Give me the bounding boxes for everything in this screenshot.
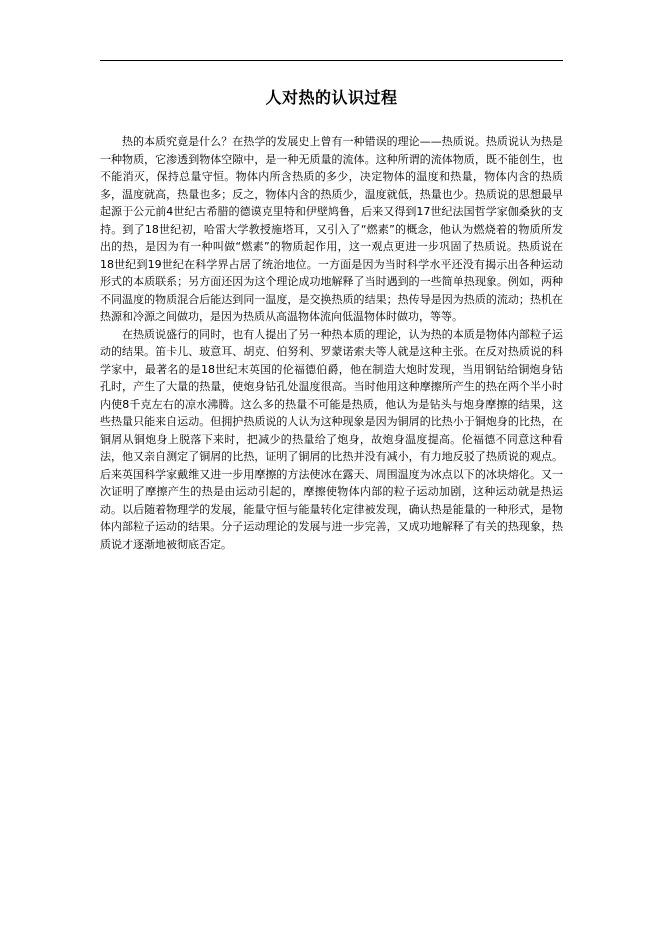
header-rule — [100, 60, 563, 61]
paragraph-2: 在热质说盛行的同时，也有人提出了另一种热本质的理论，认为热的本质是物体内部粒子运动的结果。笛卡儿、玻意耳、胡克、伯努利、罗蒙诺索夫等人就是这种主张。在反对热质说的科学家中，最著名的是18世纪末英国的伦福德伯爵，他在制造大炮时发现，当用钢钻给铜炮身钻孔时，产生了大量的热量，使炮身钻孔处温度很高。当时他用这种摩擦所产生的热在两个半小时内使8千克左右的凉水沸腾。这么多的热量不可能是热质，他认为是钻头与炮身摩擦的结果，这些热量只能来自运动。但拥护热质说的人认为这种现象是因为铜屑的比热小于铜炮身的比热，在铜屑从铜炮身上脱落下来时，把减少的热量给了炮身，故炮身温度提高。伦福德不同意这种看法，他又亲自测定了铜屑的比热，证明了铜屑的比热并没有减小，有力地反驳了热质说的观点。后来英国科学家戴维又进一步用摩擦的方法使冰在露天、周围温度为冰点以下的冰块熔化。又一次证明了摩擦产生的热是由运动引起的，摩擦使物体内部的粒子运动加剧，这种运动就是热运动。以后随着物理学的发展，能量守恒与能量转化定律被发现，确认热是能量的一种形式，是物体内部粒子运动的结果。分子运动理论的发展与进一步完善，又成功地解释了有关的热现象，热质说才逐渐地被彻底否定。 — [100, 327, 563, 551]
document-body — [100, 133, 563, 553]
document-title: 人对热的认识过程 — [265, 88, 398, 107]
paragraph-1: 热的本质究竟是什么？在热学的发展史上曾有一种错误的理论——热质说。热质说认为热是一种物质，它渗透到物体空隙中，是一种无质量的流体。这种所谓的流体物质，既不能创生，也不能消灭，保持总量守恒。物体内所含热质的多少，决定物体的温度和热量，物体内含的热质多，温度就高，热量也多；反之，物体内含的热质少，温度就低，热量也少。热质说的思想最早起源于公元前4世纪古希腊的德谟克里特和伊壁鸠鲁，后来又得到17世纪法国哲学家伽桑狄的支持。到了18世纪初，哈雷大学教授施塔耳，又引入了“燃素”的概念，他认为燃烧着的物质所发出的热，是因为有一种叫做“燃素”的物质起作用，这一观点更进一步巩固了热质说。热质说在18世纪到19世纪在科学界占居了统治地位。一方面是因为当时科学水平还没有揭示出各种运动形式的本质联系；另方面还因为这个理论成功地解释了当时遇到的一些简单热现象。例如，两种不同温度的物质混合后能达到同一温度，是交换热质的结果；热传导是因为热质的流动；热机在热源和冷源之间做功，是因为热质从高温物体流向低温物体时做功，等等。 — [100, 135, 563, 323]
